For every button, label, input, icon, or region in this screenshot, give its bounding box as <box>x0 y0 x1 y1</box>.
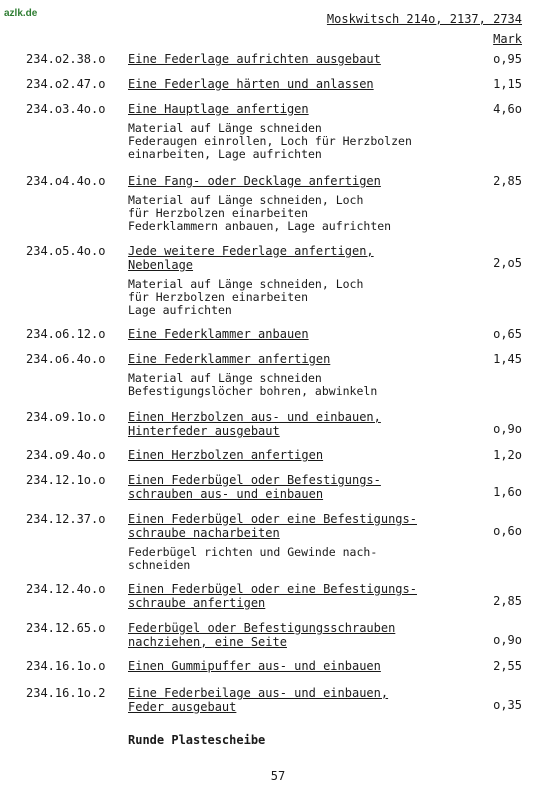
item-code: 234.o4.4o.o <box>26 174 106 188</box>
item-title-line: Einen Federbügel oder eine Befestigungs- <box>128 582 417 596</box>
item-title <box>128 327 478 341</box>
item-price: 1,15 <box>493 77 522 91</box>
item-description-line: für Herzbolzen einarbeiten <box>128 206 309 220</box>
item-price: o,9o <box>493 422 522 436</box>
item-description-line: für Herzbolzen einarbeiten <box>128 290 309 304</box>
item-code: 234.o2.38.o <box>26 52 106 66</box>
item-title-line: Eine Fang- oder Decklage anfertigen <box>128 174 381 188</box>
item-title-line: nachziehen, eine Seite <box>128 635 287 649</box>
item-description-line: Federbügel richten und Gewinde nach- <box>128 545 378 559</box>
item-title <box>128 686 478 714</box>
item-title-line: Einen Herzbolzen anfertigen <box>128 448 324 462</box>
item-title-line: Einen Herzbolzen aus- und einbauen, <box>128 410 381 424</box>
item-title <box>128 244 478 272</box>
price-unit: Mark <box>493 32 522 46</box>
item-price: o,95 <box>493 52 522 66</box>
item-code: 234.o9.1o.o <box>26 410 106 424</box>
item-code: 234.o5.4o.o <box>26 244 106 258</box>
item-title <box>128 659 478 673</box>
item-title-line: Einen Gummipuffer aus- und einbauen <box>128 659 381 673</box>
item-title-line: schraube anfertigen <box>128 596 266 610</box>
item-price: 1,45 <box>493 352 522 366</box>
item-title-line: Feder ausgebaut <box>128 700 237 714</box>
page-number: 57 <box>270 769 286 783</box>
item-description-line: Federaugen einrollen, Loch für Herzbolzen <box>128 134 412 148</box>
item-title <box>128 473 478 501</box>
item-description <box>128 278 478 317</box>
item-title-line: Einen Federbügel oder eine Befestigungs- <box>128 512 417 526</box>
item-title-line: Eine Federbeilage aus- und einbauen, <box>128 686 389 700</box>
item-code: 234.12.1o.o <box>26 473 106 487</box>
item-description-line: schneiden <box>128 558 191 572</box>
item-title <box>128 410 478 438</box>
item-description-line: Material auf Länge schneiden <box>128 371 322 385</box>
item-price: 1,2o <box>493 448 522 462</box>
item-description <box>128 122 478 161</box>
item-code: 234.12.65.o <box>26 621 106 635</box>
item-title-line: Nebenlage <box>128 258 194 272</box>
item-code: 234.o9.4o.o <box>26 448 106 462</box>
item-title <box>128 621 478 649</box>
item-title-line: Eine Federlage aufrichten ausgebaut <box>128 52 381 66</box>
item-title-line: Federbügel oder Befestigungsschrauben <box>128 621 396 635</box>
page-header: Moskwitsch 214o, 2137, 2734 <box>326 12 522 26</box>
item-code: 234.o6.4o.o <box>26 352 106 366</box>
item-price: 2,85 <box>493 594 522 608</box>
item-title-line: Einen Federbügel oder Befestigungs- <box>128 473 381 487</box>
item-title <box>128 77 478 91</box>
item-title <box>128 102 478 116</box>
item-price: 1,6o <box>493 485 522 499</box>
item-title <box>128 448 478 462</box>
item-description-line: Lage aufrichten <box>128 303 232 317</box>
item-price: o,35 <box>493 698 522 712</box>
item-price: 2,55 <box>493 659 522 673</box>
item-title-line: Jede weitere Federlage anfertigen, <box>128 244 374 258</box>
item-title-line: Eine Hauptlage anfertigen <box>128 102 309 116</box>
item-price: o,9o <box>493 633 522 647</box>
item-description <box>128 194 478 233</box>
item-title <box>128 512 478 540</box>
item-code: 234.o6.12.o <box>26 327 106 341</box>
item-title <box>128 174 478 188</box>
watermark: azlk.de <box>4 8 38 19</box>
item-title-line: Eine Federklammer anfertigen <box>128 352 331 366</box>
item-title-line: Eine Federklammer anbauen <box>128 327 309 341</box>
item-title-line: Hinterfeder ausgebaut <box>128 424 280 438</box>
item-price: 2,o5 <box>493 256 522 270</box>
item-code: 234.o3.4o.o <box>26 102 106 116</box>
item-description-line: einarbeiten, Lage aufrichten <box>128 147 322 161</box>
item-title-line: schraube nacharbeiten <box>128 526 280 540</box>
item-description-line: Material auf Länge schneiden, Loch <box>128 193 364 207</box>
item-title <box>128 582 478 610</box>
item-title <box>128 52 478 66</box>
item-title-line: schrauben aus- und einbauen <box>128 487 324 501</box>
item-description <box>128 372 478 398</box>
item-title <box>128 352 478 366</box>
item-title-line: Eine Federlage härten und anlassen <box>128 77 374 91</box>
item-price: 2,85 <box>493 174 522 188</box>
item-code: 234.12.37.o <box>26 512 106 526</box>
item-description-line: Befestigungslöcher bohren, abwinkeln <box>128 384 378 398</box>
item-description <box>128 546 478 572</box>
item-price: 4,6o <box>493 102 522 116</box>
item-code: 234.12.4o.o <box>26 582 106 596</box>
item-code: 234.16.1o.o <box>26 659 106 673</box>
item-code: 234.o2.47.o <box>26 77 106 91</box>
item-description-line: Material auf Länge schneiden, Loch <box>128 277 364 291</box>
item-price: o,65 <box>493 327 522 341</box>
item-code: 234.16.1o.2 <box>26 686 106 700</box>
footnote: Runde Plastescheibe <box>128 733 266 747</box>
item-price: o,6o <box>493 524 522 538</box>
item-description-line: Federklammern anbauen, Lage aufrichten <box>128 219 392 233</box>
item-description-line: Material auf Länge schneiden <box>128 121 322 135</box>
